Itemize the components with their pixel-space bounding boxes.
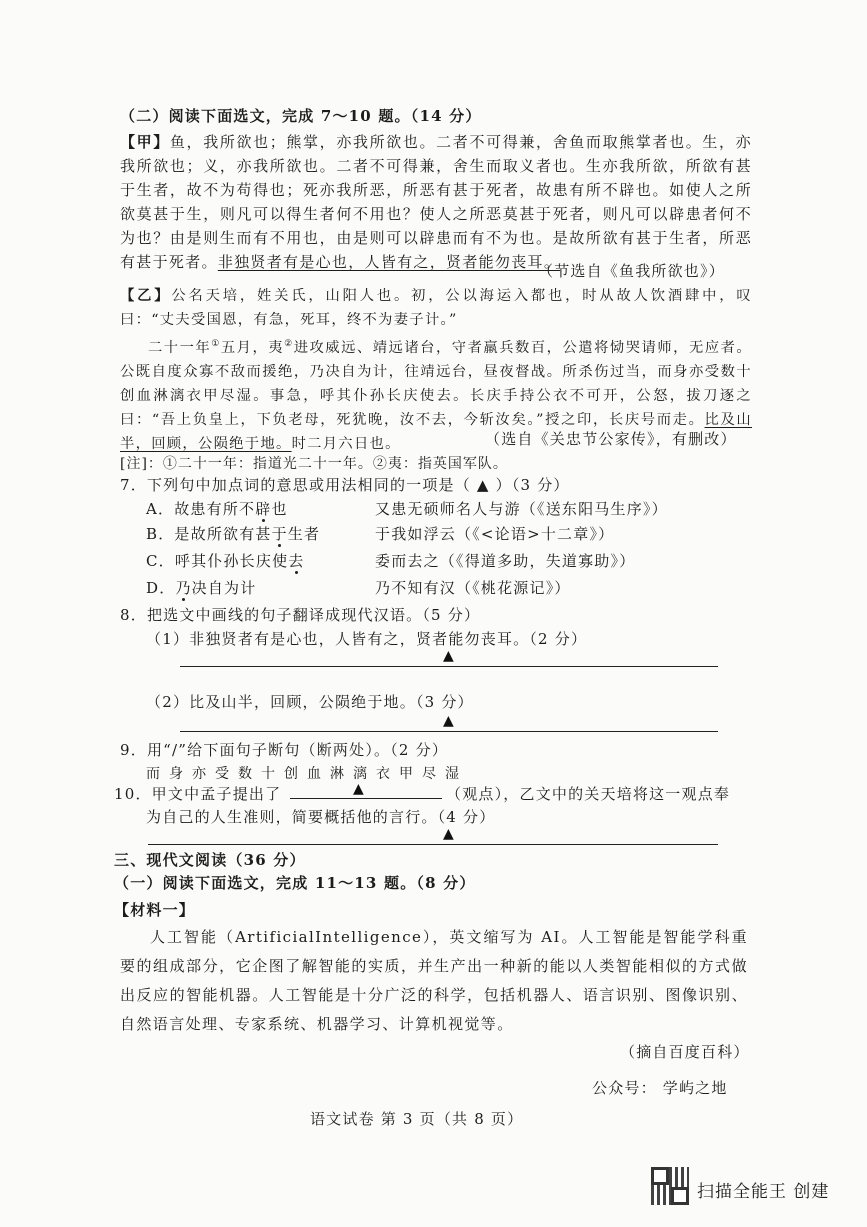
dotted-word: 乃 bbox=[175, 579, 192, 597]
passage-text: 二十一年 bbox=[148, 339, 212, 356]
watermark-text: 公众号： 学屿之地 bbox=[592, 1079, 728, 1097]
section-subheading: （一）阅读下面选文，完成 11～13 题。（8 分） bbox=[114, 874, 476, 892]
option-a: A．故患有所不辟也 bbox=[146, 500, 288, 518]
question-10-stem: 为自己的人生准则，简要概括他的言行。（4 分） bbox=[146, 808, 496, 826]
option-d-pair: 乃不知有汉（《桃花源记》） bbox=[375, 579, 571, 597]
answer-marker: ▲ bbox=[443, 713, 454, 729]
question-8-sub1: （1）非独贤者有是心也，人皆有之，贤者能勿丧耳。（2 分） bbox=[146, 630, 588, 648]
question-9-sentence: 而身亦受数十创血淋漓衣甲尽湿 bbox=[146, 766, 468, 782]
dotted-word: 于 bbox=[271, 525, 288, 543]
option-c: C．呼其仆孙长庆使去 bbox=[146, 552, 305, 570]
answer-blank[interactable] bbox=[290, 798, 442, 799]
dotted-word: 辟 bbox=[255, 500, 272, 518]
passage-jia bbox=[120, 130, 752, 274]
passage-text: 公名天培，姓关氏，山阳人也。初，公以海运入都也，时从故人饮酒肆中，叹曰：“丈夫受国恩，有急，死耳，终不为妻子计。” bbox=[120, 288, 752, 328]
material-text: 人工智能（ArtificialIntelligence），英文缩写为 AI。人工智能是智能学科重要的组成部分，它企图了解智能的实质，并生产出一种新的能以人类智能相似的方式做出反应的智能机器。人工智能是十分广泛的科学，包括机器人、语言识别、图像识别、自然语言处理、专家系统、机器学习、计算机视觉等。 bbox=[120, 928, 748, 1033]
passage-text: 时二月六日也。 bbox=[291, 435, 401, 452]
answer-line[interactable] bbox=[180, 666, 718, 667]
answer-marker: ▲ bbox=[353, 781, 364, 797]
answer-line[interactable] bbox=[148, 844, 718, 845]
question-8-sub2: （2）比及山半，回顾，公陨绝于地。（3 分） bbox=[146, 693, 474, 711]
section-heading: （二）阅读下面选文，完成 7～10 题。（14 分） bbox=[120, 107, 482, 125]
question-7-stem: 7．下列句中加点词的意思或用法相同的一项是（ ▲ ）（3 分） bbox=[120, 476, 570, 494]
option-b: B．是故所欲有甚于生者 bbox=[146, 525, 321, 543]
passage-text: 五月，夷 bbox=[220, 339, 285, 356]
question-9-stem: 9．用“/”给下面句子断句（断两处）。（2 分） bbox=[120, 741, 449, 759]
passage-source: （节选自《鱼我所欲也》） bbox=[538, 262, 725, 280]
passage-label: 【甲】 bbox=[120, 133, 170, 151]
question-8-stem: 8．把选文中画线的句子翻译成现代汉语。（5 分） bbox=[120, 606, 481, 624]
answer-line[interactable] bbox=[180, 731, 718, 732]
option-d: D．乃决自为计 bbox=[146, 579, 257, 597]
footnote-marker: ① bbox=[211, 339, 221, 349]
question-10-stem: （观点），乙文中的关天培将这一观点奉 bbox=[446, 785, 731, 803]
option-c-pair: 委而去之（《得道多助，失道寡助》） bbox=[375, 552, 636, 570]
footnote-marker: ② bbox=[284, 339, 294, 349]
option-a-pair: 又患无硕师名人与游（《送东阳马生序》） bbox=[375, 500, 668, 518]
answer-marker: ▲ bbox=[443, 826, 454, 842]
question-10-stem: 10．甲文中孟子提出了 bbox=[114, 785, 282, 803]
underlined-sentence: 比及山半，回顾，公陨绝于地。 bbox=[120, 411, 752, 452]
material-source: （摘自百度百科） bbox=[620, 1043, 750, 1061]
passage-source: （选自《关忠节公家传》，有删改） bbox=[485, 430, 737, 448]
material-label: 【材料一】 bbox=[114, 901, 196, 919]
section-heading: 三、现代文阅读（36 分） bbox=[114, 851, 306, 869]
answer-marker: ▲ bbox=[443, 648, 454, 664]
passage-label: 【乙】 bbox=[120, 288, 172, 304]
passage-text: 进攻威远、靖远诸台，守者羸兵数百，公遣将恸哭请师，无应者。公既自度众寡不敌而援绝，乃决自为计，往靖远台，昼夜督战。所杀伤过当，而身亦受数十创血淋漓衣甲尽湿。事急，呼其仆孙长庆使去。长庆手持公衣不可开，公怒，拔刀逐之曰：“吾上负皇上，下负老母，死犹晚，汝不去，今斩汝矣。”授之印，长庆号而走。 bbox=[120, 339, 753, 428]
qr-code-icon bbox=[651, 1167, 689, 1205]
scanner-watermark: 扫描全能王 创建 bbox=[697, 1182, 830, 1202]
underlined-sentence: 非独贤者有是心也，人皆有之，贤者能勿丧耳。 bbox=[217, 253, 561, 271]
footnote: [注]：①二十一年：指道光二十一年。②夷：指英国军队。 bbox=[120, 456, 508, 472]
option-b-pair: 于我如浮云（《<论语>十二章》） bbox=[375, 525, 615, 543]
page-number: 语文试卷 第 3 页（共 8 页） bbox=[310, 1110, 524, 1128]
passage-text: 鱼，我所欲也；熊掌，亦我所欲也。二者不可得兼，舍鱼而取熊掌者也。生，亦我所欲也；义，亦我所欲也。二者不可得兼，舍生而取义者也。生亦我所欲，所欲有甚于生者，故不为苟得也；死亦我所恶，所恶有甚于死者，故患有所不辟也。如使人之所欲莫甚于生，则凡可以得生者何不用也？使人之所恶莫甚于死者，则凡可以辟患者何不为也？由是则生而有不用也，由是则可以辟患而有不为也。是故所欲有甚于生者，所恶有甚于死者。 bbox=[120, 133, 752, 271]
dotted-word: 去 bbox=[288, 552, 305, 570]
